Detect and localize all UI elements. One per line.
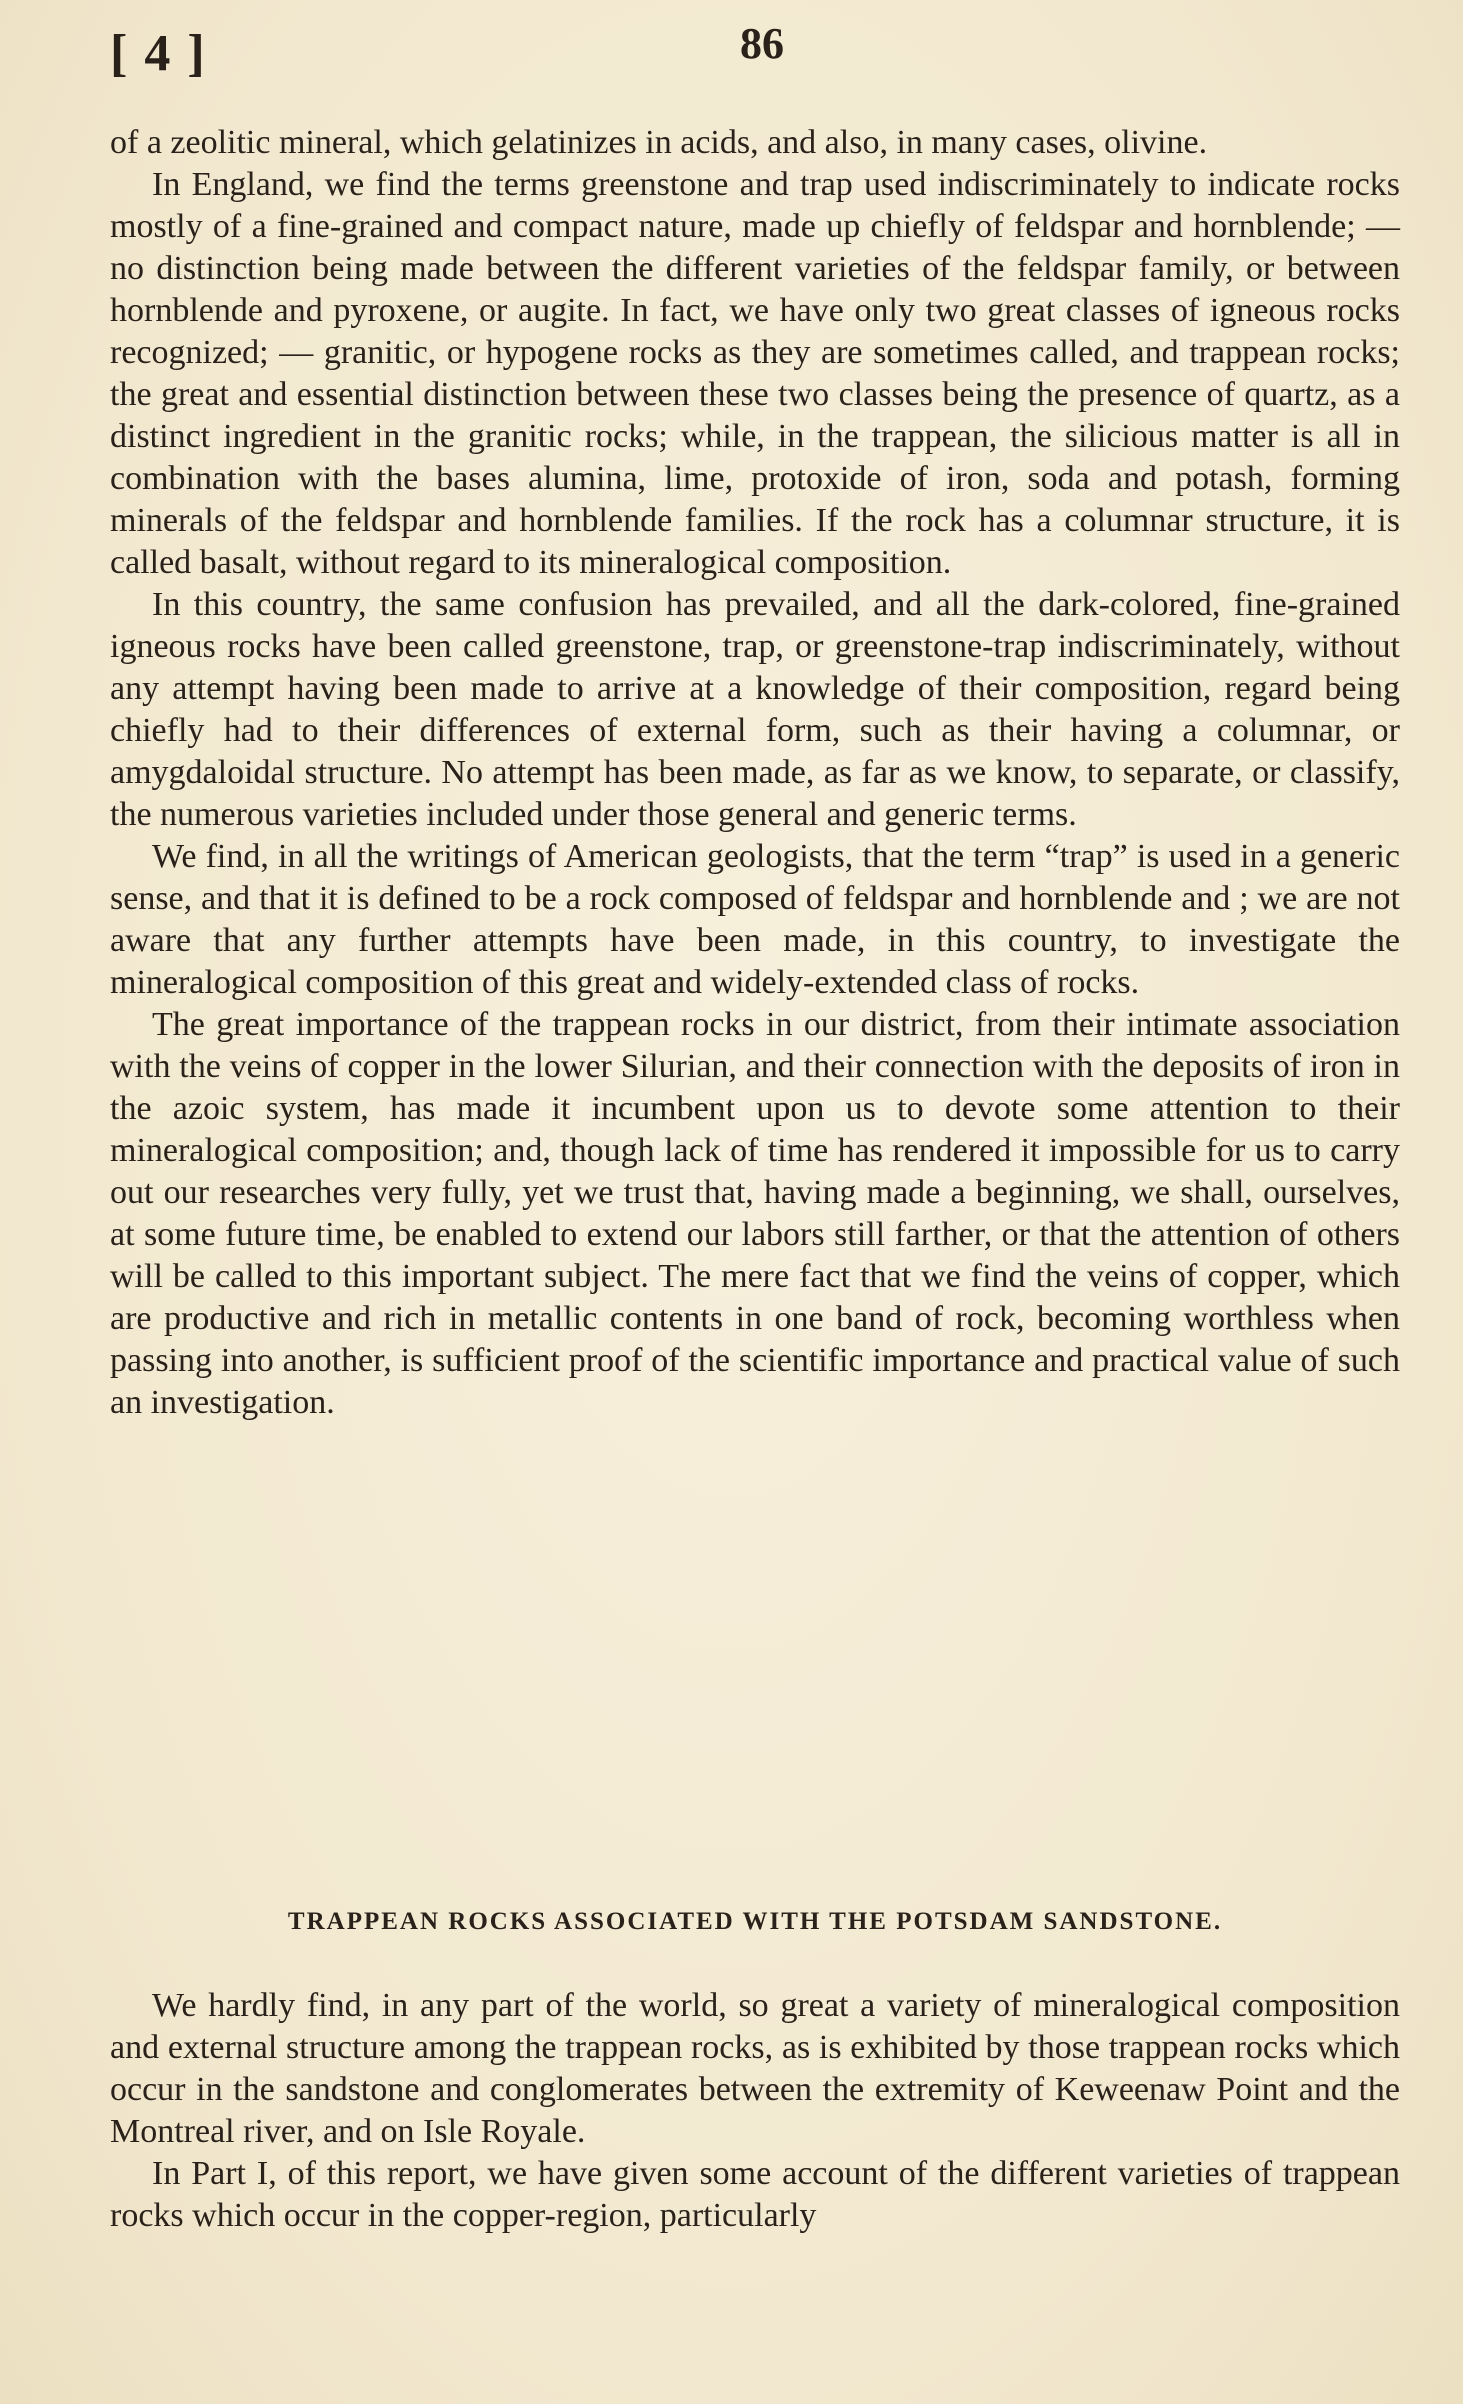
section-heading: TRAPPEAN ROCKS ASSOCIATED WITH THE POTSDAM SANDSTONE. <box>287 1908 1223 1935</box>
paragraph: In this country, the same confusion has prevailed, and all the dark-colored, fine-grained igneous rocks have been called greenstone, trap, or greenstone-trap indiscriminately, without any attempt having been made to arrive at a knowledge of their composition, regard being chiefly had to their differences of external form, such as their having a columnar, or amygdaloidal structure. No attempt has been made, as far as we know, to separate, or classify, the numerous varieties included under those general and generic terms. <box>110 586 1400 833</box>
paragraph: We find, in all the writings of American geologists, that the term “trap” is used in a generic sense, and that it is defined to be a rock composed of feldspar and hornblende and ; we are not aware that any further attempts have been made, in this country, to investigate the mineralogical composition of this great and widely-extended class of rocks. <box>110 838 1400 1001</box>
page-header <box>110 18 1400 88</box>
paragraph: In Part I, of this report, we have given some account of the different varieties of trappean rocks which occur in the copper-region, particularly <box>110 2155 1400 2234</box>
paragraph: of a zeolitic mineral, which gelatinizes in acids, and also, in many cases, olivine. <box>110 124 1208 161</box>
paragraph: The great importance of the trappean rocks in our district, from their intimate association with the veins of copper in the lower Silurian, and their connection with the deposits of iron in the azoic system, has made it incumbent upon us to devote some attention to their mineralogical composition; and, though lack of time has rendered it impossible for us to carry out our researches very fully, yet we trust that, having made a beginning, we shall, ourselves, at some future time, be enabled to extend our labors still farther, or that the attention of others will be called to this important subject. The mere fact that we find the veins of copper, which are productive and rich in metallic contents in one band of rock, becoming worthless when passing into another, is sufficient proof of the scientific importance and practical value of such an investigation. <box>110 1006 1400 1421</box>
paragraph: We hardly find, in any part of the world, so great a variety of mineralogical composition and external structure among the trappean rocks, as is exhibited by those trappean rocks which occur in the sandstone and conglomerates between the extremity of Keweenaw Point and the Montreal river, and on Isle Royale. <box>110 1987 1400 2150</box>
body-text <box>110 122 1400 1424</box>
page-number: 86 <box>740 19 784 68</box>
paragraph: In England, we find the terms greenstone and trap used indiscriminately to indicate rocks mostly of a fine-grained and compact nature, made up chiefly of feldspar and hornblende; — no distinction being made between the different varieties of the feldspar family, or between hornblende and pyroxene, or augite. In fact, we have only two great classes of igneous rocks recognized; — granitic, or hypogene rocks as they are sometimes called, and trappean rocks; the great and essential distinction between these two classes being the presence of quartz, as a distinct ingredient in the granitic rocks; while, in the trappean, the silicious matter is all in combination with the bases alumina, lime, protoxide of iron, soda and potash, forming minerals of the feldspar and hornblende families. If the rock has a columnar structure, it is called basalt, without regard to its mineralogical composition. <box>110 166 1400 581</box>
part-marker: [ 4 ] <box>110 25 207 82</box>
section-body-text <box>110 1985 1400 2237</box>
